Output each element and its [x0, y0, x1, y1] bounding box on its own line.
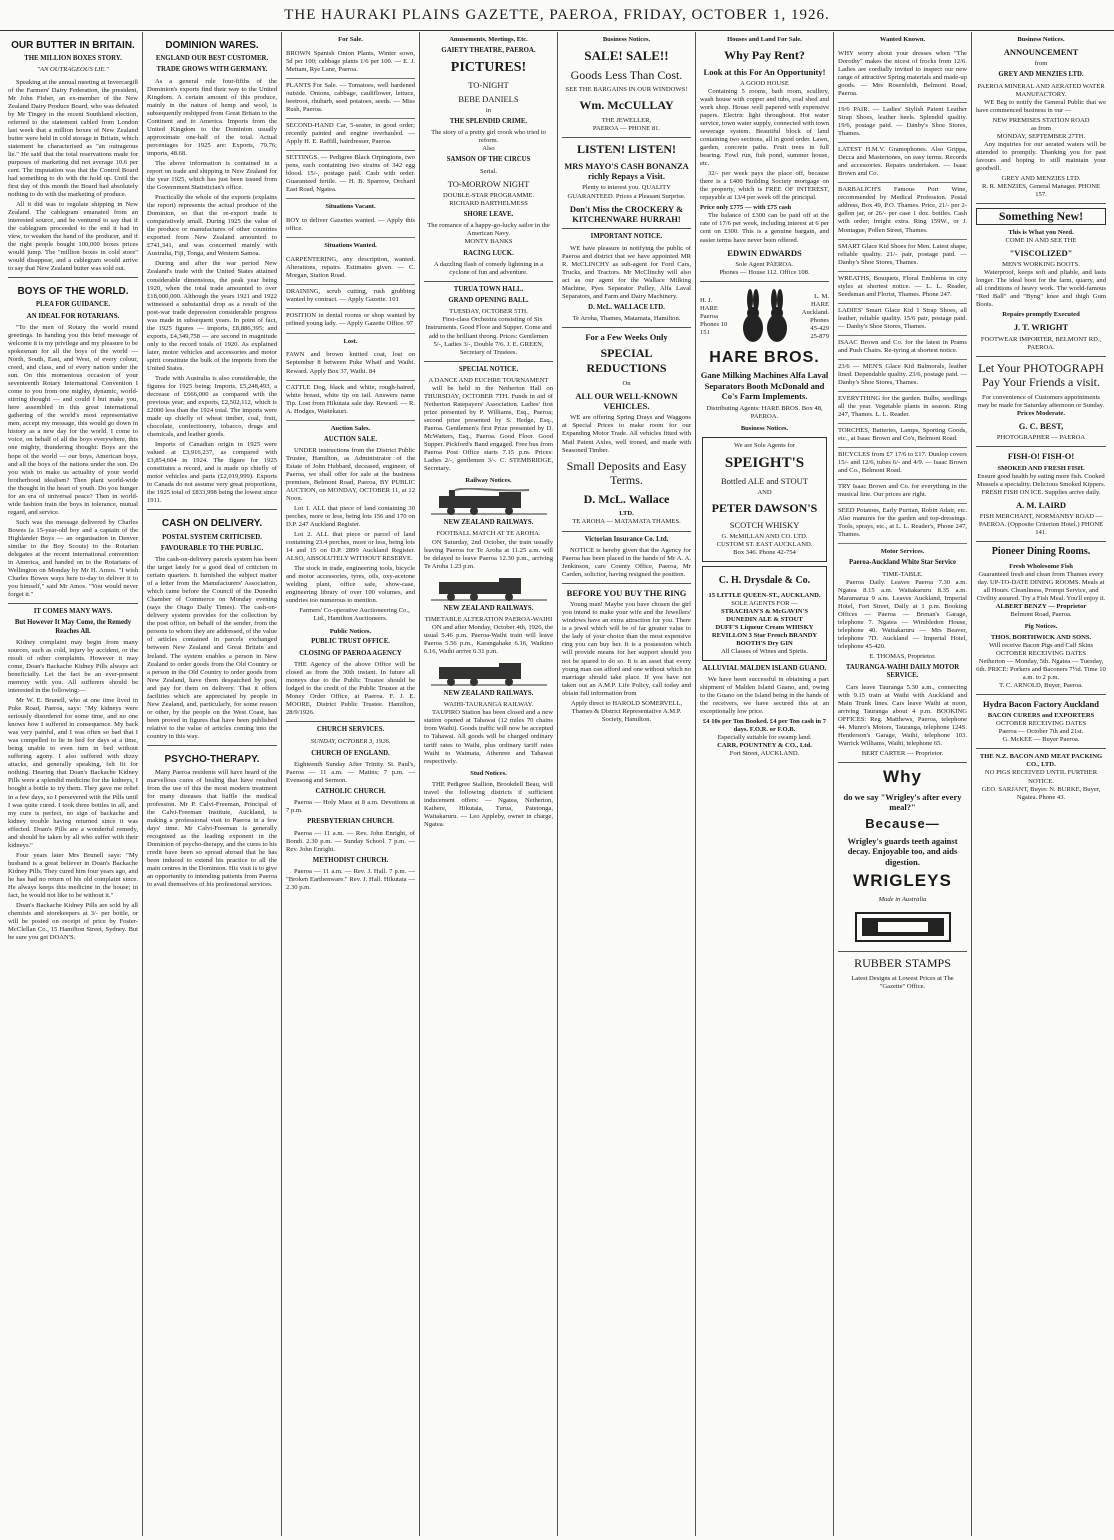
classified-ad: CATTLE Dog, black and white, rough-haired, white breast, white tip on tail. Answers name Tip. Lost from Hikutaia sale day. Reward. — R. A. Hodges, Waitekauri.: [286, 381, 415, 421]
sale-heading: SALE! SALE!!: [584, 47, 669, 63]
film-star: MONTY BANKS: [464, 238, 513, 246]
article-subtitle: POSTAL SYSTEM CRITICISED.: [162, 533, 262, 541]
photographer-label: PHOTOGRAPHER — PAEROA: [996, 434, 1086, 442]
section-header: Wanted Known.: [879, 36, 926, 43]
buyer-label: T. C. ARNOLD, Buyer, Paeroa.: [999, 681, 1083, 689]
church-text: Paeroa — 11 a.m. — Rev. J. Hall. 7 p.m. — "Broken Earthenware." Rev. J. Hall. Hikutaia — 2.30 p.m.: [286, 867, 415, 891]
notice-title: SPECIAL NOTICE.: [458, 365, 519, 373]
buyer-label: G. McKEE — Buyer Paeroa.: [1002, 736, 1080, 744]
film-star: RICHARD BARTHELMESS: [449, 200, 528, 208]
why-heading: Why: [883, 766, 922, 786]
sole-label: We are Sole Agents for: [734, 441, 795, 449]
column-4: [420, 32, 558, 1536]
film-in: in: [485, 107, 492, 114]
weeks-heading: For a Few Weeks Only: [585, 332, 668, 343]
fish-text: Ensure good health by eating more fish. Cooked Mussels a speciality. Delicious Smoked Kippers. FRESH FISH ON ICE. Supplies arrive daily.: [976, 472, 1106, 496]
guano-price: £4 10s per Ton Booked. £4 per Ton cash in 7 days. F.O.R. or F.O.B.: [702, 718, 827, 734]
ball-text: First-class Orchestra consisting of Six Instruments. Good Floor and Supper. Come and add to the brilliant throng. Prices: Gentlemen 5/-, Ladies 3/-, Double 7/6. J. E. GREEN, Secretary of Trustees.: [425, 316, 552, 356]
hydra-name: Hydra Bacon Factory Auckland: [983, 698, 1099, 709]
insurance-text: NOTICE is hereby given that the Agency for Paeroa has been placed in the hands of Mr A. A. Jenkinson, care County Office, Paeroa, Mr Carden, solicitor, having resigned the position.: [562, 546, 691, 578]
agent-phone: Phones — House 112. Office 108.: [719, 268, 810, 276]
asfrom-label: as from: [1031, 124, 1051, 132]
masthead: THE HAURAKI PLAINS GAZETTE, PAEROA, FRIDAY, OCTOBER 1, 1926.: [0, 0, 1114, 31]
section-header: Business Notices.: [740, 424, 789, 432]
notice-title: CLOSING OF PAEROA AGENCY: [299, 649, 402, 657]
pictures-heading: PICTURES!: [450, 60, 527, 76]
opportunity-heading: Look at this For An Opportunity!: [703, 66, 826, 77]
guano-note: Especially suitable for swamp land.: [717, 734, 812, 742]
article-text: Many Paeroa residents will have heard of the marvellous cures of healing that have resulted from the use of this the most modern treatment for many diseases that baffle the medical profession. Mr P. Calvi-Freeman, Principal of the Calvi-Freeman Institute, Auckland, is making a professional visit to Paeroa in a few days' time. Mr Calvi-Freeman is generally recognised as the leading exponent in the Dominion of psycho-therapy, and the cures to his credit have been so spread abroad that he has been induced to extend his practice to all the main centres in the Dominion. His visit is to give an opportunity to intending patients from Paeroa to avail themselves of his professional services.: [147, 769, 277, 889]
rubber-stamps-heading: RUBBER STAMPS: [854, 955, 951, 970]
proprietor: E. THOMAS, Proprietor.: [869, 652, 936, 660]
article-subtitle: FAVOURABLE TO THE PUBLIC.: [160, 544, 264, 552]
classified-ad: SETTINGS. — Pedigree Black Orpingtons, two pens, each containing two strains of 342 egg blood. 15/-, postage paid. Cash with order. Guaranteed fertile. — H. B. Sparrow, Orchard East Road, Ngatea.: [286, 151, 415, 199]
carr-name: CARR, POUNTNEY & CO., Ltd.: [717, 742, 812, 750]
rabbits-icon: [735, 288, 795, 346]
whisky-label: SCOTCH WHISKY: [729, 519, 800, 530]
column-8: [972, 32, 1110, 1536]
timetable-text: Paeroa Daily. Leaves Paeroa 7.30 a.m. Ngatea 8.15 a.m. Waitakaruru 8.35 a.m. Maramarua 9 a.m. Leaves Auckland, Imperial Hotel, Fort Street, Daily at 1 p.m. Booking Offices — Paeroa — Brenan's Garage, telephone 7. Ngatea — Wimbledon House, telephone 40. Waitakaruru — Mrs Beaver, telephone 7D. Auckland — Imperial Hotel, telephone 45-420.: [838, 578, 967, 650]
article-subtitle: AN IDEAL FOR ROTARIANS.: [26, 312, 120, 320]
article-text: Kidney complaint may begin from many sources, such as cold, injury by accident, or the result of other complaints. However it may come, Doan's Backache Kidney Pills always act beneficially. Let the fact be an ever-present memory with you. All sufferers should be interested in the following:—: [8, 638, 138, 695]
wallace-towns: TE AROHA — MATAMATA THAMES.: [572, 518, 681, 526]
crockery-heading: Don't Miss the CROCKERY & KITCHENWARE HURRAH!: [569, 203, 684, 224]
rail-sub: WAIHI-TAURANGA RAILWAY.: [443, 701, 534, 709]
brand-label: DUFF'S Liqueur Cream WHISKY: [715, 623, 814, 631]
article-subtitle: THE MILLION BOXES STORY.: [24, 55, 122, 63]
photograph-heading: Let Your PHOTOGRAPH Pay Your Friends a visit.: [978, 360, 1104, 390]
ball-title: GRAND OPENING BALL.: [448, 297, 529, 305]
classified-ad: CARPENTERING, any description, wanted. Alterations, repairs. Estimates given. — C. Morgan, Station Road.: [286, 253, 415, 285]
drysdale-name: C. H. Drysdale & Co.: [718, 575, 811, 587]
jeweller-place: PAEROA — PHONE 81.: [592, 125, 661, 133]
dates-label: OCTOBER RECEIVING DATES: [996, 649, 1086, 657]
section-header: For Sale.: [338, 36, 363, 43]
auction-text: The stock in trade, engineering tools, bicycle and motor accessories, tyres, oils, oxy-acetone welding plant, office safe, show-case, engineering library of over 100 volumes, and sundries too numerous to mention.: [286, 565, 415, 605]
column-3: [282, 32, 420, 1536]
wright-address: FOOTWEAR IMPORTER, BELMONT RD., PAEROA.: [980, 335, 1102, 351]
guano-text: We have been successful in obtaining a part shipment of Malden Island Guano, and, owing to the Guano on the Island being in the hands of the receivers, we have secured this at an exceptionally low price.: [700, 676, 829, 716]
section-header: Lost.: [343, 337, 358, 345]
premises-label: NEW PREMISES STATION ROAD: [992, 116, 1090, 124]
classified-ad: WHY worry about your dresses when "The Dorothy" makes the nicest of frocks from 12/6. Ladies are cordially invited to inspect our new range of attractive Spring materials and made-up goods. — Mrs Rosenfeldt, Belmont Road, Paeroa.: [838, 47, 967, 103]
vehicles-heading: ALL OUR WELL-KNOWN VEHICLES.: [575, 390, 678, 412]
church-name: CHURCH OF ENGLAND.: [311, 749, 390, 757]
pig-text: Paeroa — October 7th and 21st.: [998, 728, 1084, 736]
sole-agents-label: SOLE AGENTS FOR —: [731, 599, 798, 607]
house-text: The balance of £300 can be paid off at the rate of 17/6 per week, including interest at 6 per cent on £300. This is a genuine bargain, and easier terms have never been offered.: [700, 212, 829, 244]
rubber-stamps-text: Latest Designs at Lowest Prices at The "Gazette" Office.: [851, 974, 954, 990]
proprietor: BERT CARTER — Proprietor.: [861, 749, 944, 757]
article-subtitle: But However It May Come, the Remedy Reaches All.: [14, 619, 132, 635]
auction-title: AUCTION SALE.: [323, 435, 378, 443]
page-columns: [4, 32, 1110, 1536]
notice-title: IMPORTANT NOTICE.: [590, 233, 663, 241]
hall-name: TURUA TOWN HALL.: [453, 285, 524, 293]
come-label: COME IN AND SEE THE: [1005, 236, 1077, 244]
bargains-text: SEE THE BARGAINS IN OUR WINDOWS!: [565, 86, 688, 94]
section-header: Situations Vacant.: [325, 203, 376, 211]
mcmillan-address: CUSTOM ST. EAST AUCKLAND.: [716, 541, 813, 549]
classified-ad: 19/6 PAIR. — Ladies' Stylish Patent Leather Strap Shoes, leather heels. Splendid quality. 19/6, postage paid. — Danby's Shoe Stores, Thames.: [838, 103, 967, 143]
borthwick-name: THOS. BORTHWICK AND SONS.: [990, 633, 1092, 641]
brand-label: STRACHAN'S & McGAVIN'S DUNEDIN ALE & STOUT: [720, 607, 809, 623]
drysdale-ad: [702, 566, 827, 660]
because-heading: Because—: [865, 816, 940, 832]
manager-label: R. R. MENZIES, General Manager. PHONE 157.: [981, 182, 1101, 198]
announcement-heading: ANNOUNCEMENT: [1003, 46, 1079, 57]
benzy-address: Belmont Road, Paeroa.: [1010, 610, 1072, 618]
wright-name: J. T. WRIGHT: [1013, 322, 1069, 333]
section-header: Auction Sales.: [330, 424, 371, 432]
classified-ad: SMART Glace Kid Shoes for Men. Latest shape, reliable quality. 21/- pair, postage paid. — Danby's Shoe Stores, Thames.: [838, 240, 967, 272]
train-icon: [429, 488, 549, 516]
made-label: Made in Australia: [878, 895, 927, 903]
rail-text: ON and after Monday, October 4th, 1926, the usual 5.46 p.m. Paeroa-Waihi train will leave Paeroa 5.56 p.m., Karangahake 6.16, Waikino 6.16, Waihi arrive 6.31 p.m.: [424, 623, 553, 656]
article-text: Doan's Backache Kidney Pills are sold by all chemists and storekeepers at 3/- per bottle, or will be posted on receipt of price by Foster-McClellan Co., 15 Hamilton Street, Sydney. But be sure you get DOAN'S.: [8, 901, 138, 942]
ring-text: Young man! Maybe you have chosen the girl you intend to make your wife and the Jewellers' windows have an extra attraction for you. There is a jewel which will be of far greater value to the lady of your choice than the most expensive ring you can buy her. It is a possession which will provide means for her support should you not be spared to do so. It is an asset that every young man can afford and one without which no marriage should take place. If you have not taken out an A.M.P. Life Policy, call today and obtain full information from: [562, 601, 691, 697]
rail-sub: TIMETABLE ALTERATION PAEROA-WAIHI: [424, 615, 553, 623]
film-title: SHORE LEAVE.: [463, 211, 514, 219]
church-text: Paeroa — Holy Mass at 8 a.m. Devotions at 7 p.m.: [286, 799, 415, 815]
wrigleys-brand: WRIGLEYS: [853, 871, 952, 891]
carr-address: Fort Street, AUCKLAND.: [729, 750, 800, 758]
agent-name: EDWIN EDWARDS: [727, 247, 802, 258]
buyer-label: GEO. SARJANT, Buyer. N. BURKE, Buyer, Ngatea. Phone 43.: [981, 785, 1101, 801]
article-subtitle: ENGLAND OUR BEST CUSTOMER.: [155, 55, 269, 63]
house-text: Containing 5 rooms, bath room, scullery, wash house with copper and tubs, coal shed and work shop. House well papered with expensive papers. Electric light throughout. Hot water service, town water supply, connected with town sewerage system. Beautiful block of land containing two sections, all in good order. Lawn, garden, concrete paths. Fruit trees in full bearing. Fowl run, fish pond, summer house, etc.: [700, 87, 829, 168]
hare-contact: L. M. HARE Auckland. Phones 45-429 25-879: [801, 292, 829, 341]
mayo-heading: MRS MAYO'S CASH BONANZA richly Repays a Visit.: [564, 160, 689, 182]
classified-ad: BROWN Spanish Onion Plants, Winter sown, 5d per 100; cabbage plants 1/6 per 100. — E. J. Mettam, Rye Lane, Paeroa.: [286, 47, 415, 79]
notice-text: THE Agency of the above Office will be closed as from the 30th instant. In future all moneys due to the Public Trustee should be lodged to the credit of the Public Trustee at the Money Order Office, at Paeroa. F. J. E. MOORE, District Public Trustee. Hamilton, 28/9/1926.: [286, 661, 415, 717]
speights-ad: [702, 437, 827, 563]
boots-text: Waterproof, keeps soft and pliable, and lasts longer. The ideal boot for the farm, quarry, and all conditions of heavy work. The world-famous "Red Ball" and "Byng" knee and thigh Gum Boots.: [976, 269, 1106, 309]
brand-label: BOOTH'S Dry GIN: [736, 639, 793, 647]
drysdale-address: 15 LITTLE QUEEN-ST., AUCKLAND.: [708, 591, 821, 599]
prices-label: Prices Moderate.: [1017, 410, 1065, 418]
auction-text: Lot 1. ALL that piece of land containing 30 perches, more or less, being lots 156 and 170 on D.P. 247 Auckland Register.: [286, 505, 415, 529]
article-text: Imports of Canadian origin in 1925 were valued at £3,916,237, as compared with £3,854,604 in 1924. The figure for 1925 constitutes a record, and is made up chiefly of motor vehicles and parts (£2,019,999). Exports to Canada do not assume very great proportions, the 1925 total of £833,998 being the lowest since 1911.: [147, 441, 277, 505]
church-name: PRESBYTERIAN CHURCH.: [307, 818, 394, 826]
mcmillan-phone: Box 346. Phone 42-754: [733, 549, 796, 557]
motor-title: TAURANGA-WAIHI DAILY MOTOR SERVICE.: [845, 663, 960, 680]
article-text: During and after the war period New Zealand's trade with the United States attained considerable dimensions, the peak year being 1920, when the total trade amounted to over £18,000,000. Although the years 1921 and 1922 witnessed a substantial drop as a result of the post-war trade depression considerable progress was made in subsequent years. In point of fact, the 1925 figures — imports, £8,886,395; and exports, £4,349,758 — are second in magnitude only to the record totals of 1920. As explained later, motor vehicles and accessories and motor spirit constitute the bulk of the imports from the United States.: [147, 260, 277, 372]
house-text: 32/- per week pays the place off, because there is a £400 Building Society mortgage on the property, which is FREE OF INTEREST, repayable at 13/4 per week off the principal.: [700, 170, 829, 202]
notice-text: WE Beg to notify the General Public that we have commenced business in our —: [976, 98, 1106, 114]
section-header: Business Notices.: [602, 36, 651, 43]
ball-date: TUESDAY, OCTOBER 5TH.: [449, 308, 528, 316]
curers-label: BACON CURERS and EXPORTERS: [987, 712, 1095, 720]
wallace-name-large: D. McL. Wallace: [583, 491, 670, 506]
classified-ad: LADIES' Smart Glace Kid 1 Strap Shoes, all leather, reliable quality. 15/6 pair, postage paid. — Danby's Shoe Stores, Thames.: [838, 304, 967, 336]
film-title: RACING LUCK.: [463, 249, 514, 257]
article-title-boys: BOYS OF THE WORLD.: [17, 286, 129, 298]
film-desc: A dazzling flash of comedy lightning in a cyclone of fun and adventure.: [433, 260, 544, 276]
church-name: CATHOLIC CHURCH.: [315, 787, 386, 795]
rail-title: NEW ZEALAND RAILWAYS.: [443, 690, 534, 698]
classified-ad: PLANTS For Sale. — Tomatoes, well hardened outside. Onions, cabbage, cauliflower, lettuce, beetroot, rhubarb, seed potatoes, seeds. — Miss Rush, Paeroa.: [286, 79, 415, 119]
article-text: Trade with Australia is also considerable, the figures for 1925 being: Imports, £5,248,493, a decrease of £666,000 as compared with the previous year; and exports, £2,502,112, which is £2000 less than the 1924 total. The imports were made up chiefly of wheat timber, coal, fruit, chocolate, confectionery, tobacco, drugs and chemicals, and leather goods.: [147, 374, 277, 439]
church-name: METHODIST CHURCH.: [312, 856, 389, 864]
house-heading: A GOOD HOUSE: [740, 79, 789, 87]
nz-bacon-name: THE N.Z. BACON AND MEAT PACKING CO., LTD.: [979, 753, 1103, 769]
article-text: All it did was to regulate shipping in New Zealand. The cablegram emanated from an interested source, and he ventured to say that if the cablegram proceeded to the end it had in view, to weaken the hand of the producer, and if the right people bought 100,000 boxes prices would jump. The "million boxes in cold store" would disappear, and a cablegram would arrive to say that New Zealand butter was sold out.: [8, 200, 138, 273]
rent-heading: Why Pay Rent?: [724, 47, 805, 62]
pig-text: Netherton — Monday, 5th. Ngatea — Tuesday, 6th. PRICE: Porkers and Baconers 7½d. Time 10 a.m. to 2 p.m.: [976, 657, 1106, 681]
amp-contact: Apply direct to HAROLD SOMERVELL, Thames & District Representative A.M.P. Society, Hamilton.: [570, 699, 683, 723]
section-header: Motor Services.: [880, 548, 925, 556]
classified-ad: POSITION in dental rooms or shop wanted by refined young lady. — Apply Gazette Office. 97: [286, 309, 415, 333]
viscolized-label: "VISCOLIZED": [1009, 247, 1073, 258]
column-6: [696, 32, 834, 1536]
article-text: Mr W. E. Brunell, who at one time lived in Puke Road, Paeroa, says: "My kidneys were seriously disordered for some time, and no one knows how I suffered in consequence. My back was very painful, and I was often so bad that I was compelled to lie in bed for days at a time, being unable to even turn in bed without suffering agony. I also suffered with dizzy attacks, and generally speaking, felt fit for nothing. Hearing that Doan's Backache Kidney Pills were a splendid medicine for the kidneys, I bought a bottle to try them. They gave me relief in a few days, so I persevered with the Pills until I was quite cured. I took three bottles in all, and my cure is perfect, no sign of backache and kidney trouble having returned since it was effected. Doan's Pills are a wonderful remedy, and should be taken by all who suffer with their kidneys.": [8, 697, 138, 849]
goods-heading: Goods Less Than Cost.: [570, 67, 683, 82]
classified-ad: SECOND-HAND Car, 5-seater, in good order; recently painted and engine overhauled. — Apply H. E. Raffill, hairdresser, Paeroa.: [286, 119, 415, 151]
company-name: GREY AND MENZIES LTD.: [1001, 174, 1081, 182]
dance-text: will be held in the Netherton Hall on THURSDAY, OCTOBER 7TH. Funds in aid of Netherton Ratepayers' Association. Ladies' first prize presented by P. Williams, Esq., Paeroa; second prize presented by S. Hedge, Esq., Paeroa. Gentlemen's first Prize presented by D. McWatters, Esq., Paeroa. Good Floor. Good Supper. Pickford's Band engaged. Free bus from Paeroa Post Office starts 7.15 p.m. Prices: Ladies 2/-, gentlemen 3/-. C. STEMBRIDGE, Secretary.: [424, 384, 553, 473]
wallace-towns: Te Aroha, Thames, Matamata, Hamilton.: [572, 315, 681, 323]
rail-text: ON Saturday, 2nd October, the train usually leaving Paeroa for Te Aroha at 11.25 a.m. will be delayed to leave Paeroa 12.30 p.m., arriving Te Aroha 1.23 p.m.: [424, 538, 553, 570]
article-text: Speaking at the annual meeting at Invercargill of the Farmers' Dairy Federation, the president, Mr John Fisher, an ex-member of the New Zealand Dairy Produce Board, who was defeated by Mr Tingey in the recent Southland election, referred to the statement cabled from London last week that a million boxes of New Zealand butter were held in cold storage in Britain, which statement he characterised as "an outrageous lie." He said that the total reservations made for purposes of marketing did not average 10.6 per cent. The imputation was that the Control Board had something to do with the hold up. Until the first day of this month the Board had absolutely nothing to do with the marketing of produce.: [8, 78, 138, 198]
article-text: The cash-on-delivery parcels system has been the target lately for a good deal of criticism in certain quarters. It furnished the subject matter of a letter from the Manufacturers' Association, which came before the Council of the Dunedin Chamber of Commerce on Monday evening (says the Otago Daily Times). The cash-on-delivery system provides for the collection by the post office, on behalf of the sender, from the persons to whom they are addressed, of the value of articles contained in parcels exchanged between New Zealand and Great Britain and Ireland. The system enables a person in New Zealand to order goods from the Old Country or a person in the Old Country to order goods from New Zealand, have them despatched by post, and pay for them on delivery. That it offers facilities which are appreciated by people in New Zealand, and, particularly, for some reason or other, by the people on the West Coast, has been proved in figures that have been published relative to the value of articles coming into the country in this way.: [147, 556, 277, 740]
mcmillan-name: G. McMILLAN AND CO. LTD.: [721, 533, 808, 541]
no-pigs-label: NO PIGS RECEIVED UNTIL FURTHER NOTICE.: [984, 769, 1098, 785]
article-title-butter: OUR BUTTER IN BRITAIN.: [11, 40, 135, 51]
notice-text: Any inquiries for our aerated waters will be attended to promptly. Thanking you for past favours and hoping to still maintain your goodwill.: [976, 140, 1106, 172]
date-label: MONDAY, SEPTEMBER 27TH.: [996, 132, 1086, 140]
boots-label: MEN'S WORKING BOOTS.: [1002, 261, 1080, 269]
timetable-text: Cars leave Tauranga 5.30 a.m., connecting with 9.15 train at Waihi with Auckland and Main Trunk lines. Cars leave Waihi at noon, arriving Tauranga about 4 p.m. BOOKING OFFICES: Reg. Matthews, Paeroa, telephone 44. Munro's Motors, Tauranga, telephone 124S. Henderson's Garage, Waihi, telephone 103. Warrick Williams, Waihi, telephone 65.: [838, 683, 967, 747]
special-heading: SPECIAL REDUCTIONS: [586, 346, 667, 376]
column-5: [558, 32, 696, 1536]
guano-title: ALLUVIAL MALDEN ISLAND GUANO.: [702, 664, 827, 672]
company-name: GREY AND MENZIES LTD.: [998, 71, 1084, 79]
pioneer-heading: Pioneer Dining Rooms.: [991, 546, 1091, 558]
column-7: [834, 32, 972, 1536]
repairs-label: Repairs promptly Executed: [1002, 311, 1080, 319]
church-text: Paeroa — 11 a.m. — Rev. John Enright, of Bondi. 2.30 p.m. — Sunday School. 7 p.m. — Rev. John Enright.: [286, 829, 415, 853]
rail-sub: FOOTBALL MATCH AT TE AROHA.: [436, 530, 541, 538]
pioneer-text: Guaranteed fresh and clean from Thames every day. UP-TO-DATE DINING ROOMS. Meals at all Hours. Cleanliness, Prompt Service, and Civility assured. Try a Fish Meal. You'll enjoy it.: [976, 570, 1106, 602]
photographer-name: G. C. BEST,: [1018, 421, 1064, 432]
laird-address: FISH MERCHANT, NORMANBY ROAD — PAEROA. (Opposite Criterion Hotel.) PHONE 141.: [978, 513, 1104, 537]
article-text: Such was the message delivered by Charles Bowes (a 15-year-old boy and a captain of the Highlander Boys — an organisation in Denver similar to the Boy Scouts) to the Rotarian delegates at the recent international convention in America, and handed on to the Rotarians of Wellington on Monday by Mr H. Amos. "I wish Charles Bowes ways here to-day to deliver it to you himself," said Mr Amos. "You would never forget it.": [8, 518, 138, 599]
article-title-psycho: PSYCHO-THERAPY.: [164, 753, 260, 765]
hare-brand: HARE BROS.: [709, 348, 820, 366]
article-title-wares: DOMINION WARES.: [165, 40, 259, 51]
jeweller-trade: THE JEWELLER,: [601, 117, 652, 125]
stud-text: THE Pedigree Stallion, Brookdell Beau, will travel the following districts if sufficient inducement offers: — Ngatea, Netherton, Kaihere, Hikutaia, Turua, Patetonga, Waitakaruru. — Leo Appleby, owner in charge, Ngatea.: [424, 780, 553, 828]
article-title-ways: IT COMES MANY WAYS.: [33, 608, 113, 616]
column-2: [143, 32, 282, 1536]
article-text: "To the men of Rotary the world round greetings. In handing you this brief message of welcome it is my privilege and my pleasure to be spokesman for all the boys of the world — North, South, East, and West, of every colour, creed, and class, and of every nation under the sun. On this momentous occasion of your seventeenth Rotary International Convention I come to you from one mighty, dynamic, world-stirring thought — and could I but make you, here assembled in this great international gathering of the world's most representative men, accept my message, this would go down in history as a new day for the world. I come to voice, on behalf of all the boys everywhere, this one mighty, thundering thought: Boys are the hope of the world — our boys, American boys, and all the boys of the nations under the sun. Do you wish to make us actuality of your world brotherhood idealism? Then plant world-wide the thought in the heart of youth. Do you hunger for an era of universal peace? Then in world-wide fashion train the boys in tolerance, mutual regard, and service.: [8, 324, 138, 516]
wrigley-text: Wrigley's guards teeth against decay. Enjoyable too, and aids digestion.: [847, 836, 958, 867]
church-text: Eighteenth Sunday After Trinity. St. Paul's, Paeroa — 11 a.m. — Matins; 7 p.m. — Evensong and Sermon.: [286, 760, 415, 784]
company-desc: PAEROA MINERAL AND AERATED WATER MANUFACTORY.: [977, 82, 1105, 98]
tomorrow-label: TO-MORROW NIGHT: [447, 178, 530, 189]
agent-place: Sole Agent PAEROA.: [735, 260, 794, 268]
section-header: Situations Wanted.: [324, 242, 377, 250]
notice-title: PUBLIC TRUST OFFICE.: [311, 638, 390, 646]
serial-label: Serial.: [479, 167, 498, 175]
film-title: SAMSON OF THE CIRCUS: [446, 156, 531, 164]
ltd-label: LTD.: [619, 510, 634, 518]
classified-ad: BOY to deliver Gazettes wanted. — Apply this office.: [286, 214, 415, 238]
article-subtitle: TRADE GROWS WITH GERMANY.: [156, 66, 268, 74]
classified-ad: WREATHS, Bouquets, Floral Emblems in city styles at shortest notice. — L. L. Reader, Seedsman and Florist, Thames. Phone 247.: [838, 272, 967, 304]
article-subtitle: PLEA FOR GUIDANCE.: [35, 301, 111, 309]
tonight-label: TO-NIGHT: [468, 80, 509, 91]
fish-heading: FISH-O! FISH-O!: [1007, 451, 1075, 462]
train-icon: [429, 574, 549, 602]
section-header: Stud Notices.: [470, 769, 507, 777]
classified-ad: TRY Isaac Brown and Co. for everything in the musical line. Our prices are right.: [838, 480, 967, 504]
benzy-name: ALBERT BENZY — Proprietor: [995, 602, 1087, 610]
fresh-heading: Fresh Wholesome Fish: [1009, 562, 1073, 570]
also-label: Also: [482, 145, 495, 153]
ring-heading: BEFORE YOU BUY THE RING: [566, 587, 687, 598]
auction-text: UNDER instructions from the District Public Trustee, Hamilton, as Administrator of the Estate of John Hubbard, deceased, engineer, of Paeroa, we shall offer for sale at the business premises, Belmont Road, Paeroa, BY PUBLIC AUCTION, on MONDAY, OCTOBER 11, at 12 Noon.: [286, 446, 415, 503]
brand-label: REVILLON 3 Star French BRANDY: [711, 631, 818, 639]
timetable-label: TIME-TABLE.: [882, 570, 923, 578]
classified-ad: DRAINING, scrub cutting, rush grubbing wanted by contract. — Apply Gazette. 101: [286, 285, 415, 309]
bottled-label: Bottled ALE and STOUT: [721, 475, 808, 486]
hare-contact: H. J. HARE Paeroa Phones 10 151: [700, 296, 728, 336]
notice-text: WE have pleasure in notifying the public of Paeroa and district that we have appointed MR R. McCLINCHY as sub-agent for Ford Cars, Trucks, and Tractors. Mr McClinchy will also act as our agent for the Wallace Milking Machine, Pyes Separator Pulley, Alfa Laval Separators, and Farm and Dairy Machinery.: [562, 244, 691, 300]
section-header: Public Notices.: [329, 627, 372, 635]
classified-ad: FAWN and brown knitted coat, lost on September 8 between Puke Whaif and Waihi. Reward. Apply Box 37, Waihi. 84: [286, 348, 415, 380]
classified-ad: LATEST H.M.V. Gramophones. Also Grippa, Decca and Mastertones, on easy terms. Records and accessories. Repairs undertaken. — Isaac Brown and Co.: [838, 143, 967, 183]
fish-sub: SMOKED AND FRESH FISH.: [997, 464, 1085, 472]
laird-name: A. M. LAIRD: [1015, 499, 1067, 510]
dance-title: A DANCE AND EUCHRE TOURNAMENT: [428, 376, 549, 384]
classified-ad: BICYCLES from £7 17/6 to £17. Dunlop covers 15/- and 12/6, tubes 6/- and 4/9. — Isaac Brown and Co., Belmont Road.: [838, 448, 967, 480]
jeweller-name: Wm. McCULLAY: [579, 98, 674, 113]
on-label: On: [622, 379, 631, 387]
and-label: AND: [757, 489, 772, 497]
section-header: Business Notices.: [1017, 36, 1065, 43]
auctioneer: Farmers' Co-operative Auctioneering Co., Ltd., Hamilton Auctioneers.: [299, 607, 410, 623]
something-new-heading: Something New!: [976, 208, 1106, 225]
insurance-name: Victorian Insurance Co. Ltd.: [584, 535, 669, 543]
classified-ad: BARBALICH'S Famous Port Wine, recommended by Medical Profession. Postal address, Box 49, P.O. Thames. Price, 21/- per 2-gallon jar, or 26/- per case 1 doz. bottles. Cash with order; freight extra. Ring 159W., or J. Montague, Pollen Street, Thames.: [838, 183, 967, 239]
article-subtitle: "AN OUTRAGEOUS LIE.": [37, 66, 109, 74]
motor-title: Paeroa-Auckland White Star Service: [848, 559, 957, 567]
church-title: CHURCH SERVICES.: [316, 726, 385, 734]
classified-ad: EVERYTHING for the garden. Bulbs, seedlings all the year. Vegetable plants in season. Ring 247, Thames. L. L. Reader.: [838, 392, 967, 424]
classified-ad: 23/6 — MEN'S Glace Kid Balmorals, leather lined. Dependable quality. 23/6, postage paid. — Danby's Shoe Stores, Thames.: [838, 360, 967, 392]
section-header: Railway Notices.: [465, 477, 512, 485]
dates-label: OCTOBER RECEIVING DATES: [996, 720, 1086, 728]
train-icon: [429, 659, 549, 687]
mayo-text: Plenty to interest you. QUALITY GUARANTEED. Prices a Pleasant Surprise.: [567, 184, 686, 200]
film-desc: The story of a pretty girl crook who tried to reform.: [431, 129, 546, 145]
double-label: DOUBLE-STAR PROGRAMME.: [442, 192, 535, 200]
from-label: from: [1034, 60, 1048, 68]
auction-text: Lot 2. ALL that piece or parcel of land containing 23.4 perches, more or less, being lots 14 and 15 on D.P. 2899 Auckland Register. ALSO, ABSOLUTELY WITHOUT RESERVE.: [286, 531, 415, 563]
classified-ad: ISAAC Brown and Co. for the latest in Prams and Push Chairs. Re-tyring at shortest notice.: [838, 336, 967, 360]
rail-text: TAUPIRO Station has been closed and a new station opened at Tahawai (12 miles 70 chains from Waihi). Goods traffic will now be accepted to Tahawai. All goods will be charged ordinary tariff rates to Waihi, plus ordinary tariff rates Waihi to Waimata, Athenree and Tahawai respectively.: [424, 709, 553, 765]
church-date: SUNDAY, OCTOBER 3, 1926.: [310, 737, 391, 745]
dawson-brand: PETER DAWSON'S: [711, 501, 818, 516]
article-text: Four years later Mrs Brunell says: "My husband is a great believer in Doan's Backache Kidney Pills. They cured him four years ago, and he has had no return of his old complaint since. He always keeps this medicine in the house; in fact, he would not like to be without it.": [8, 851, 138, 899]
speights-brand: SPEIGHT'S: [724, 454, 805, 471]
hare-products: Gane Milking Machines Alfa Laval Separators Booth McDonald and Co's Farm Implements.: [700, 370, 829, 402]
rail-title: NEW ZEALAND RAILWAYS.: [443, 519, 534, 527]
article-text: As a general rule four-fifths of the Dominion's exports find their way to the United Kingdom. A certain amount of this produce, mainly in the nature of hemp and wool, is subsequently reshipped from Great Britain to the Continent and to America. Imports from the United Kingdom to the Dominion usually approximate one-half of the total. Actual percentages for 1925 are: Exports, 79.76; imports, 48.68.: [147, 77, 277, 158]
column-1: [4, 32, 143, 1536]
article-text: The above information is contained in a report on trade and shipping in New Zealand for the year 1925, which has just been issued from the Government Statistician's office.: [147, 160, 277, 192]
deposits-heading: Small Deposits and Easy Terms.: [566, 458, 687, 488]
section-header: Amusements, Meetings, Etc.: [449, 36, 528, 43]
classified-ad: SEED Potatoes, Early Puritan, Robin Adair, etc. Also manures for the garden and top-dressings. Tools, sprays, etc., at L. L. Reader's, Phone 247, Thames.: [838, 504, 967, 544]
film-title: THE SPLENDID CRIME.: [449, 118, 528, 126]
need-label: This is What you Need.: [1008, 228, 1074, 236]
article-text: Practically the whole of the exports (explains the report) represents the actual produce of the Dominion, so that the re-export trade is comparatively small. During 1925 the value of the produce or manufactures of other countries exported from New Zealand amounted to £741,341, and was concerned mainly with Australia, Fiji, Tonga, and Western Samoa.: [147, 194, 277, 258]
gum-package-icon: [848, 907, 958, 947]
house-price: Price only £775 — with £75 cash: [700, 204, 792, 212]
film-star: BEBE DANIELS: [458, 93, 519, 104]
rail-title: NEW ZEALAND RAILWAYS.: [443, 604, 534, 612]
article-title-cod: CASH ON DELIVERY.: [161, 518, 263, 530]
wallace-name: D. McL. WALLACE LTD.: [588, 303, 665, 311]
classified-ad: TORCHES, Batteries, Lamps, Sporting Goods, etc., at Isaac Brown and Co's, Belmont Road.: [838, 424, 967, 448]
vehicles-text: WE are offering Spring Drays and Waggons at Special Prices to make room for our Expanding Motor Trade. All vehicles fitted with Mail Patent Axles, well ironed, and made with Seasoned Timber.: [562, 414, 691, 454]
wines-label: All Classes of Wines and Spirits.: [721, 647, 808, 655]
theatre-name: GAIETY THEATRE, PAEROA.: [441, 46, 536, 54]
section-header: Houses and Land For Sale.: [727, 36, 802, 43]
pig-text: Will receive Bacon Pigs and Calf Skins: [988, 641, 1094, 649]
film-desc: The romance of a happy-go-lucky sailor in the American Navy.: [427, 222, 550, 238]
photograph-text: For convenience of Customers appointments may be made for Saturday afternoon or Sunday.: [977, 393, 1105, 409]
section-header: Pig Notices.: [1024, 622, 1058, 630]
listen-heading: LISTEN! LISTEN!: [576, 142, 677, 157]
wrigley-question: do we say "Wrigley's after every meal?": [843, 791, 962, 812]
hare-agents: Distributing Agents: HARE BROS. Box 48, PAEROA.: [706, 404, 823, 420]
